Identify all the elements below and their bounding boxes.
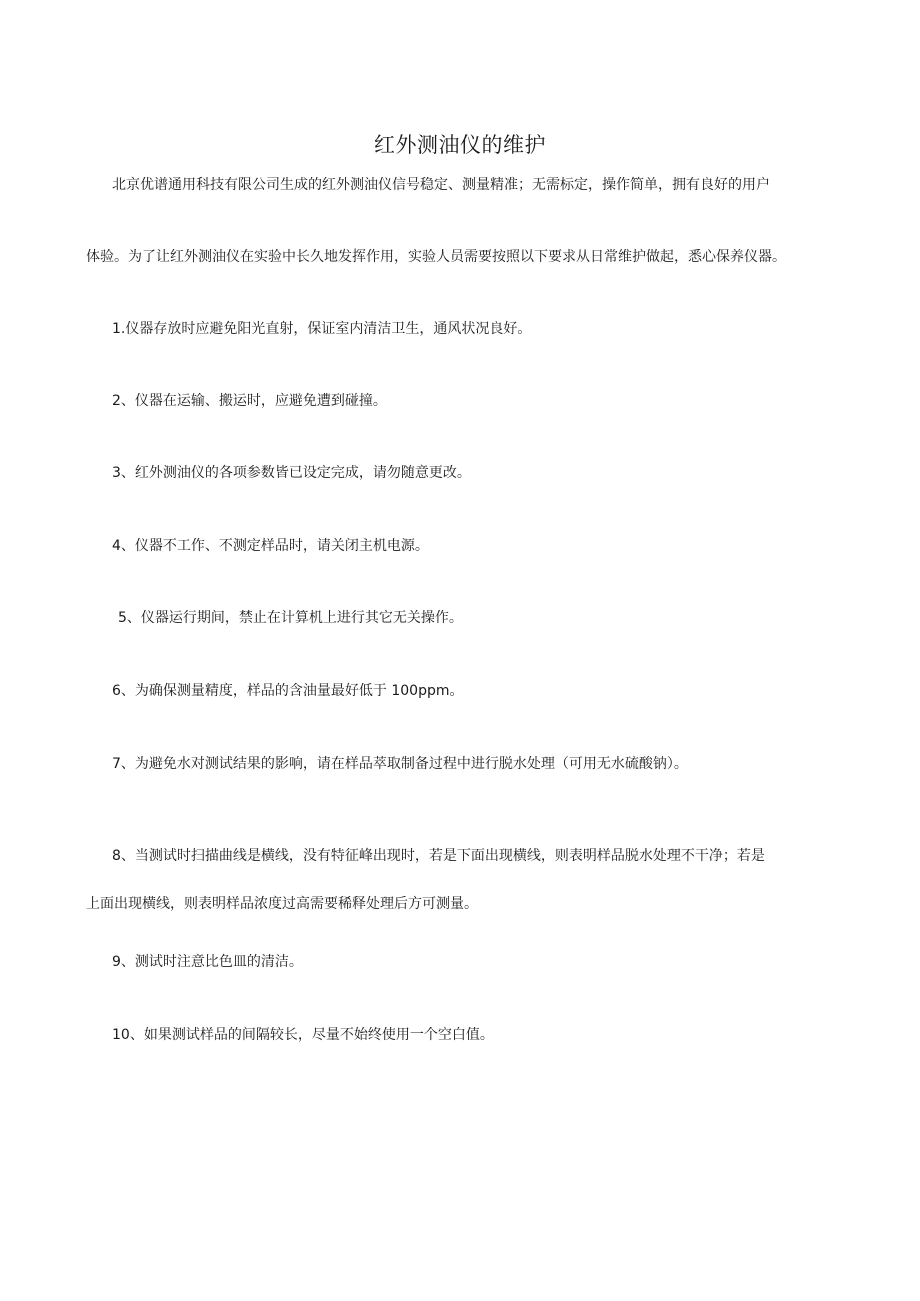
maintenance-item-2: 2、仪器在运输、搬运时，应避免遭到碰撞。 xyxy=(112,393,387,409)
maintenance-item-8-line-1: 8、当测试时扫描曲线是横线，没有特征峰出现时，若是下面出现横线，则表明样品脱水处理不干净；若是 xyxy=(112,848,765,864)
maintenance-item-5: 5、仪器运行期间，禁止在计算机上进行其它无关操作。 xyxy=(118,610,463,626)
intro-paragraph-line-2: 体验。为了让红外测油仪在实验中长久地发挥作用，实验人员需要按照以下要求从日常维护做起，悉心保养仪器。 xyxy=(86,249,786,265)
document-title: 红外测油仪的维护 xyxy=(374,133,546,157)
maintenance-item-1: 1.仪器存放时应避免阳光直射，保证室内清洁卫生，通风状况良好。 xyxy=(112,321,532,337)
maintenance-item-6: 6、为确保测量精度，样品的含油量最好低于 100ppm。 xyxy=(112,683,464,699)
maintenance-item-4: 4、仪器不工作、不测定样品时，请关闭主机电源。 xyxy=(112,538,429,554)
maintenance-item-10: 10、如果测试样品的间隔较长，尽量不始终使用一个空白值。 xyxy=(112,1027,494,1043)
intro-paragraph-line-1: 北京优谱通用科技有限公司生成的红外测油仪信号稳定、测量精准；无需标定，操作简单，拥有良好的用户 xyxy=(112,177,770,193)
maintenance-item-3: 3、红外测油仪的各项参数皆已设定完成，请勿随意更改。 xyxy=(112,465,471,481)
maintenance-item-9: 9、测试时注意比色皿的清洁。 xyxy=(112,954,303,970)
maintenance-item-8-line-2: 上面出现横线，则表明样品浓度过高需要稀释处理后方可测量。 xyxy=(86,896,478,912)
maintenance-item-7: 7、为避免水对测试结果的影响，请在样品萃取制备过程中进行脱水处理（可用无水硫酸钠）。 xyxy=(112,756,688,772)
